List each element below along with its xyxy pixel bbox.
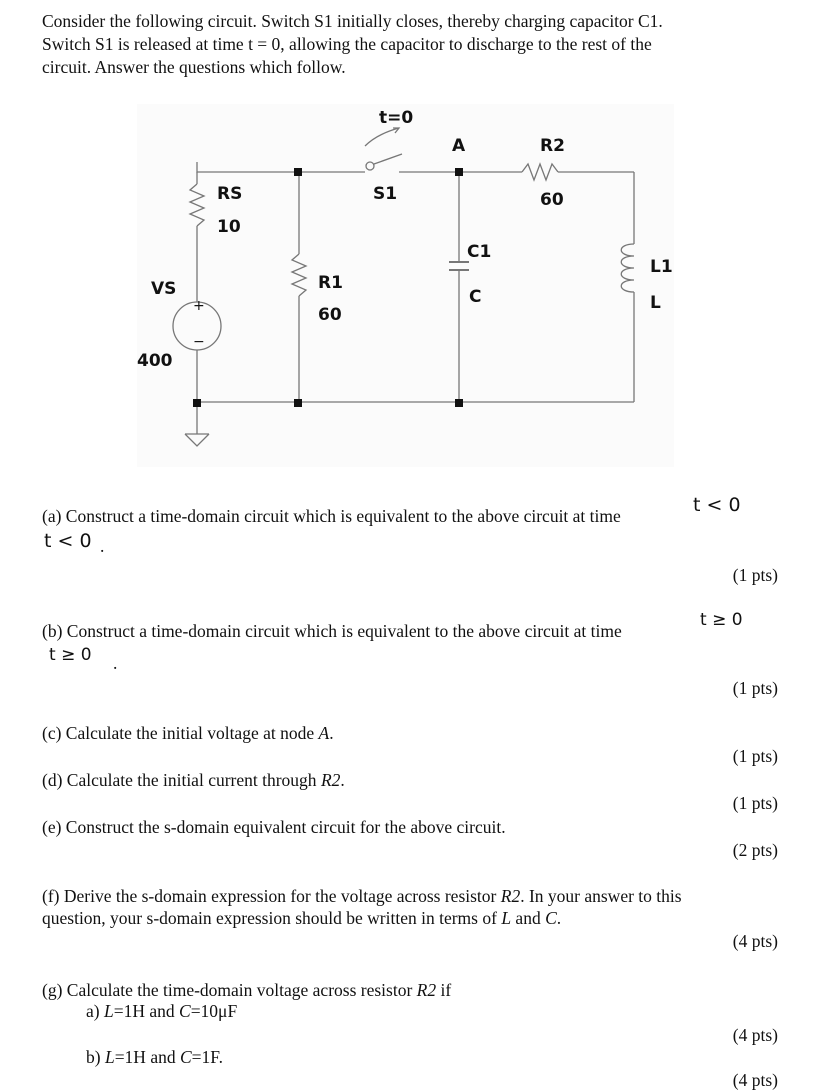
question-g-a-points: (4 pts) <box>732 1025 778 1045</box>
ground-symbol <box>185 434 209 446</box>
circuit-diagram <box>137 104 674 467</box>
question-g-part-a: a) L=1H and C=10μF <box>86 1001 238 1021</box>
question-a-points: (1 pts) <box>732 565 778 585</box>
switch-time-label: t=0 <box>379 108 414 128</box>
question-d-points: (1 pts) <box>732 793 778 813</box>
s1-blade <box>374 154 402 164</box>
vs-value-label: 400 <box>137 351 173 371</box>
vs-minus-label: − <box>193 334 205 350</box>
question-f-points: (4 pts) <box>732 931 778 951</box>
r1-name-label: R1 <box>318 273 343 293</box>
c1-name-label: C1 <box>467 242 492 262</box>
circuit-figure <box>137 104 674 467</box>
r1-resistor <box>292 254 306 296</box>
question-c: (c) Calculate the initial voltage at node A. <box>42 723 334 743</box>
s1-name-label: S1 <box>373 184 398 204</box>
question-c-points: (1 pts) <box>732 746 778 766</box>
l1-inductor <box>621 244 634 292</box>
intro-line-3: circuit. Answer the questions which follow. <box>42 57 346 77</box>
l1-value-label: L <box>650 293 661 313</box>
vs-name-label: VS <box>151 279 177 299</box>
vs-plus-label: + <box>193 298 205 314</box>
question-b-condition: t ≥ 0 <box>700 610 743 630</box>
question-g-part-b: b) L=1H and C=1F. <box>86 1047 223 1067</box>
intro-line-2: Switch S1 is released at time t = 0, allowing the capacitor to discharge to the rest of the <box>42 34 652 54</box>
s1-arc <box>365 128 399 146</box>
question-e-points: (2 pts) <box>732 840 778 860</box>
c1-value-label: C <box>469 287 482 307</box>
question-b-points: (1 pts) <box>732 678 778 698</box>
question-g-b-points: (4 pts) <box>732 1070 778 1090</box>
question-a-text: (a) Construct a time-domain circuit which is equivalent to the above circuit at time <box>42 506 621 526</box>
question-f-line-1: (f) Derive the s-domain expression for the voltage across resistor R2. In your answer to this <box>42 886 682 906</box>
node-dot-bottom-vs <box>193 399 201 407</box>
question-e-text: (e) Construct the s-domain equivalent circuit for the above circuit. <box>42 817 506 837</box>
node-dot-bottom-r1 <box>294 399 302 407</box>
question-a-period: . <box>100 536 105 556</box>
node-dot-a <box>455 168 463 176</box>
question-a-condition: t < 0 <box>693 494 741 516</box>
intro-line-1: Consider the following circuit. Switch S1 initially closes, thereby charging capacitor C1. <box>42 11 663 31</box>
question-d: (d) Calculate the initial current through R2. <box>42 770 345 790</box>
question-b-condition-repeat: t ≥ 0 <box>49 645 92 665</box>
wire-rs-top <box>197 162 299 172</box>
question-b-text: (b) Construct a time-domain circuit which is equivalent to the above circuit at time <box>42 621 622 641</box>
rs-resistor <box>190 184 204 226</box>
node-dot-top-left <box>294 168 302 176</box>
question-a-condition-repeat: t < 0 <box>44 530 92 552</box>
node-a-label: A <box>452 136 466 156</box>
question-g-text: (g) Calculate the time-domain voltage across resistor R2 if <box>42 980 452 1000</box>
r2-resistor <box>522 164 558 180</box>
r2-value-label: 60 <box>540 190 564 210</box>
l1-name-label: L1 <box>650 257 673 277</box>
rs-name-label: RS <box>217 184 243 204</box>
node-dot-bottom-c1 <box>455 399 463 407</box>
question-b-period: . <box>113 653 118 673</box>
r1-value-label: 60 <box>318 305 342 325</box>
s1-contact-left <box>366 162 374 170</box>
r2-name-label: R2 <box>540 136 565 156</box>
question-f-line-2: question, your s-domain expression should be written in terms of L and C. <box>42 908 562 928</box>
rs-value-label: 10 <box>217 217 241 237</box>
